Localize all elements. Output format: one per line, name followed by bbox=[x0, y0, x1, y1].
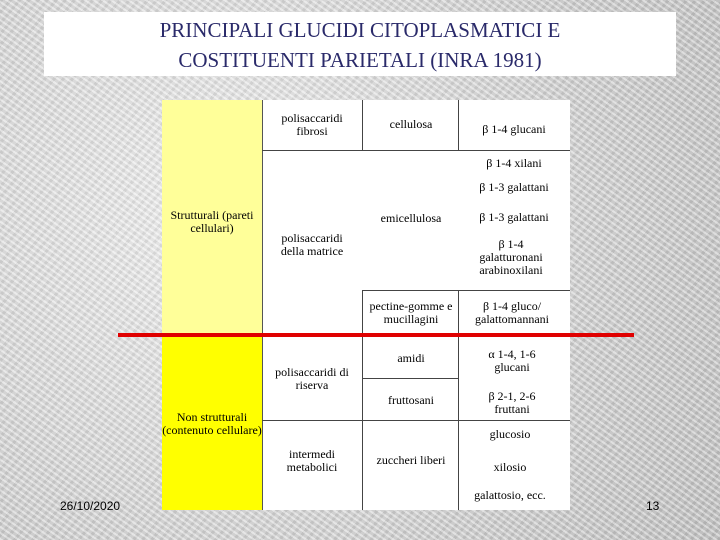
unit-b13-galattani: β 1-3 galattani bbox=[479, 180, 549, 194]
compound-amidi: amidi bbox=[397, 351, 425, 365]
unit-b14-glucani: β 1-4 glucani bbox=[482, 122, 546, 136]
unit-b14-xilani: β 1-4 xilani bbox=[486, 156, 542, 170]
unit-glucosio: glucosio bbox=[489, 427, 531, 441]
divider-line bbox=[362, 100, 363, 150]
divider-line bbox=[458, 100, 459, 150]
divider-line bbox=[458, 290, 459, 336]
compound-emicellulosa: emicellulosa bbox=[380, 211, 442, 225]
compound-cellulosa: cellulosa bbox=[389, 117, 433, 131]
structural-divider bbox=[118, 333, 634, 337]
title-line-1: PRINCIPALI GLUCIDI CITOPLASMATICI E bbox=[159, 18, 561, 42]
category-fibrosi: polisaccaridi fibrosi bbox=[281, 111, 343, 138]
divider-line bbox=[262, 150, 570, 151]
unit-xilosio: xilosio bbox=[493, 460, 527, 474]
unit-b14-galatturonani: β 1-4 galatturonani arabinoxilani bbox=[479, 237, 543, 277]
divider-line bbox=[362, 336, 363, 510]
unit-b13-galattani: β 1-3 galattani bbox=[479, 210, 549, 224]
divider-line bbox=[362, 378, 458, 379]
unit-a14-glucani: α 1-4, 1-6 glucani bbox=[488, 347, 536, 374]
divider-line bbox=[262, 420, 570, 421]
unit-b14-gluco: β 1-4 gluco/ galattomannani bbox=[475, 299, 549, 326]
divider-line bbox=[362, 290, 363, 336]
category-riserva: polisaccaridi di riserva bbox=[275, 365, 349, 392]
slide-date: 26/10/2020 bbox=[60, 499, 121, 513]
group-label-strutturali: Strutturali (pareti cellulari) bbox=[170, 208, 254, 235]
unit-galattosio: galattosio, ecc. bbox=[474, 488, 546, 502]
category-metabolici: intermedi metabolici bbox=[286, 447, 338, 474]
category-matrice: polisaccaridi della matrice bbox=[280, 231, 344, 258]
group-label-non-strutturali: Non strutturali (contenuto cellulare) bbox=[162, 410, 262, 437]
divider-line bbox=[458, 336, 459, 510]
unit-b21-fruttani: β 2-1, 2-6 fruttani bbox=[488, 389, 536, 416]
compound-pectine: pectine-gomme e mucillagini bbox=[369, 299, 453, 326]
compound-zuccheri: zuccheri liberi bbox=[376, 453, 446, 467]
slide-title bbox=[44, 12, 676, 76]
slide-number: 13 bbox=[646, 499, 660, 513]
compound-fruttosani: fruttosani bbox=[388, 393, 434, 407]
divider-line bbox=[362, 290, 570, 291]
title-line-2: COSTITUENTI PARIETALI (INRA 1981) bbox=[178, 48, 542, 72]
